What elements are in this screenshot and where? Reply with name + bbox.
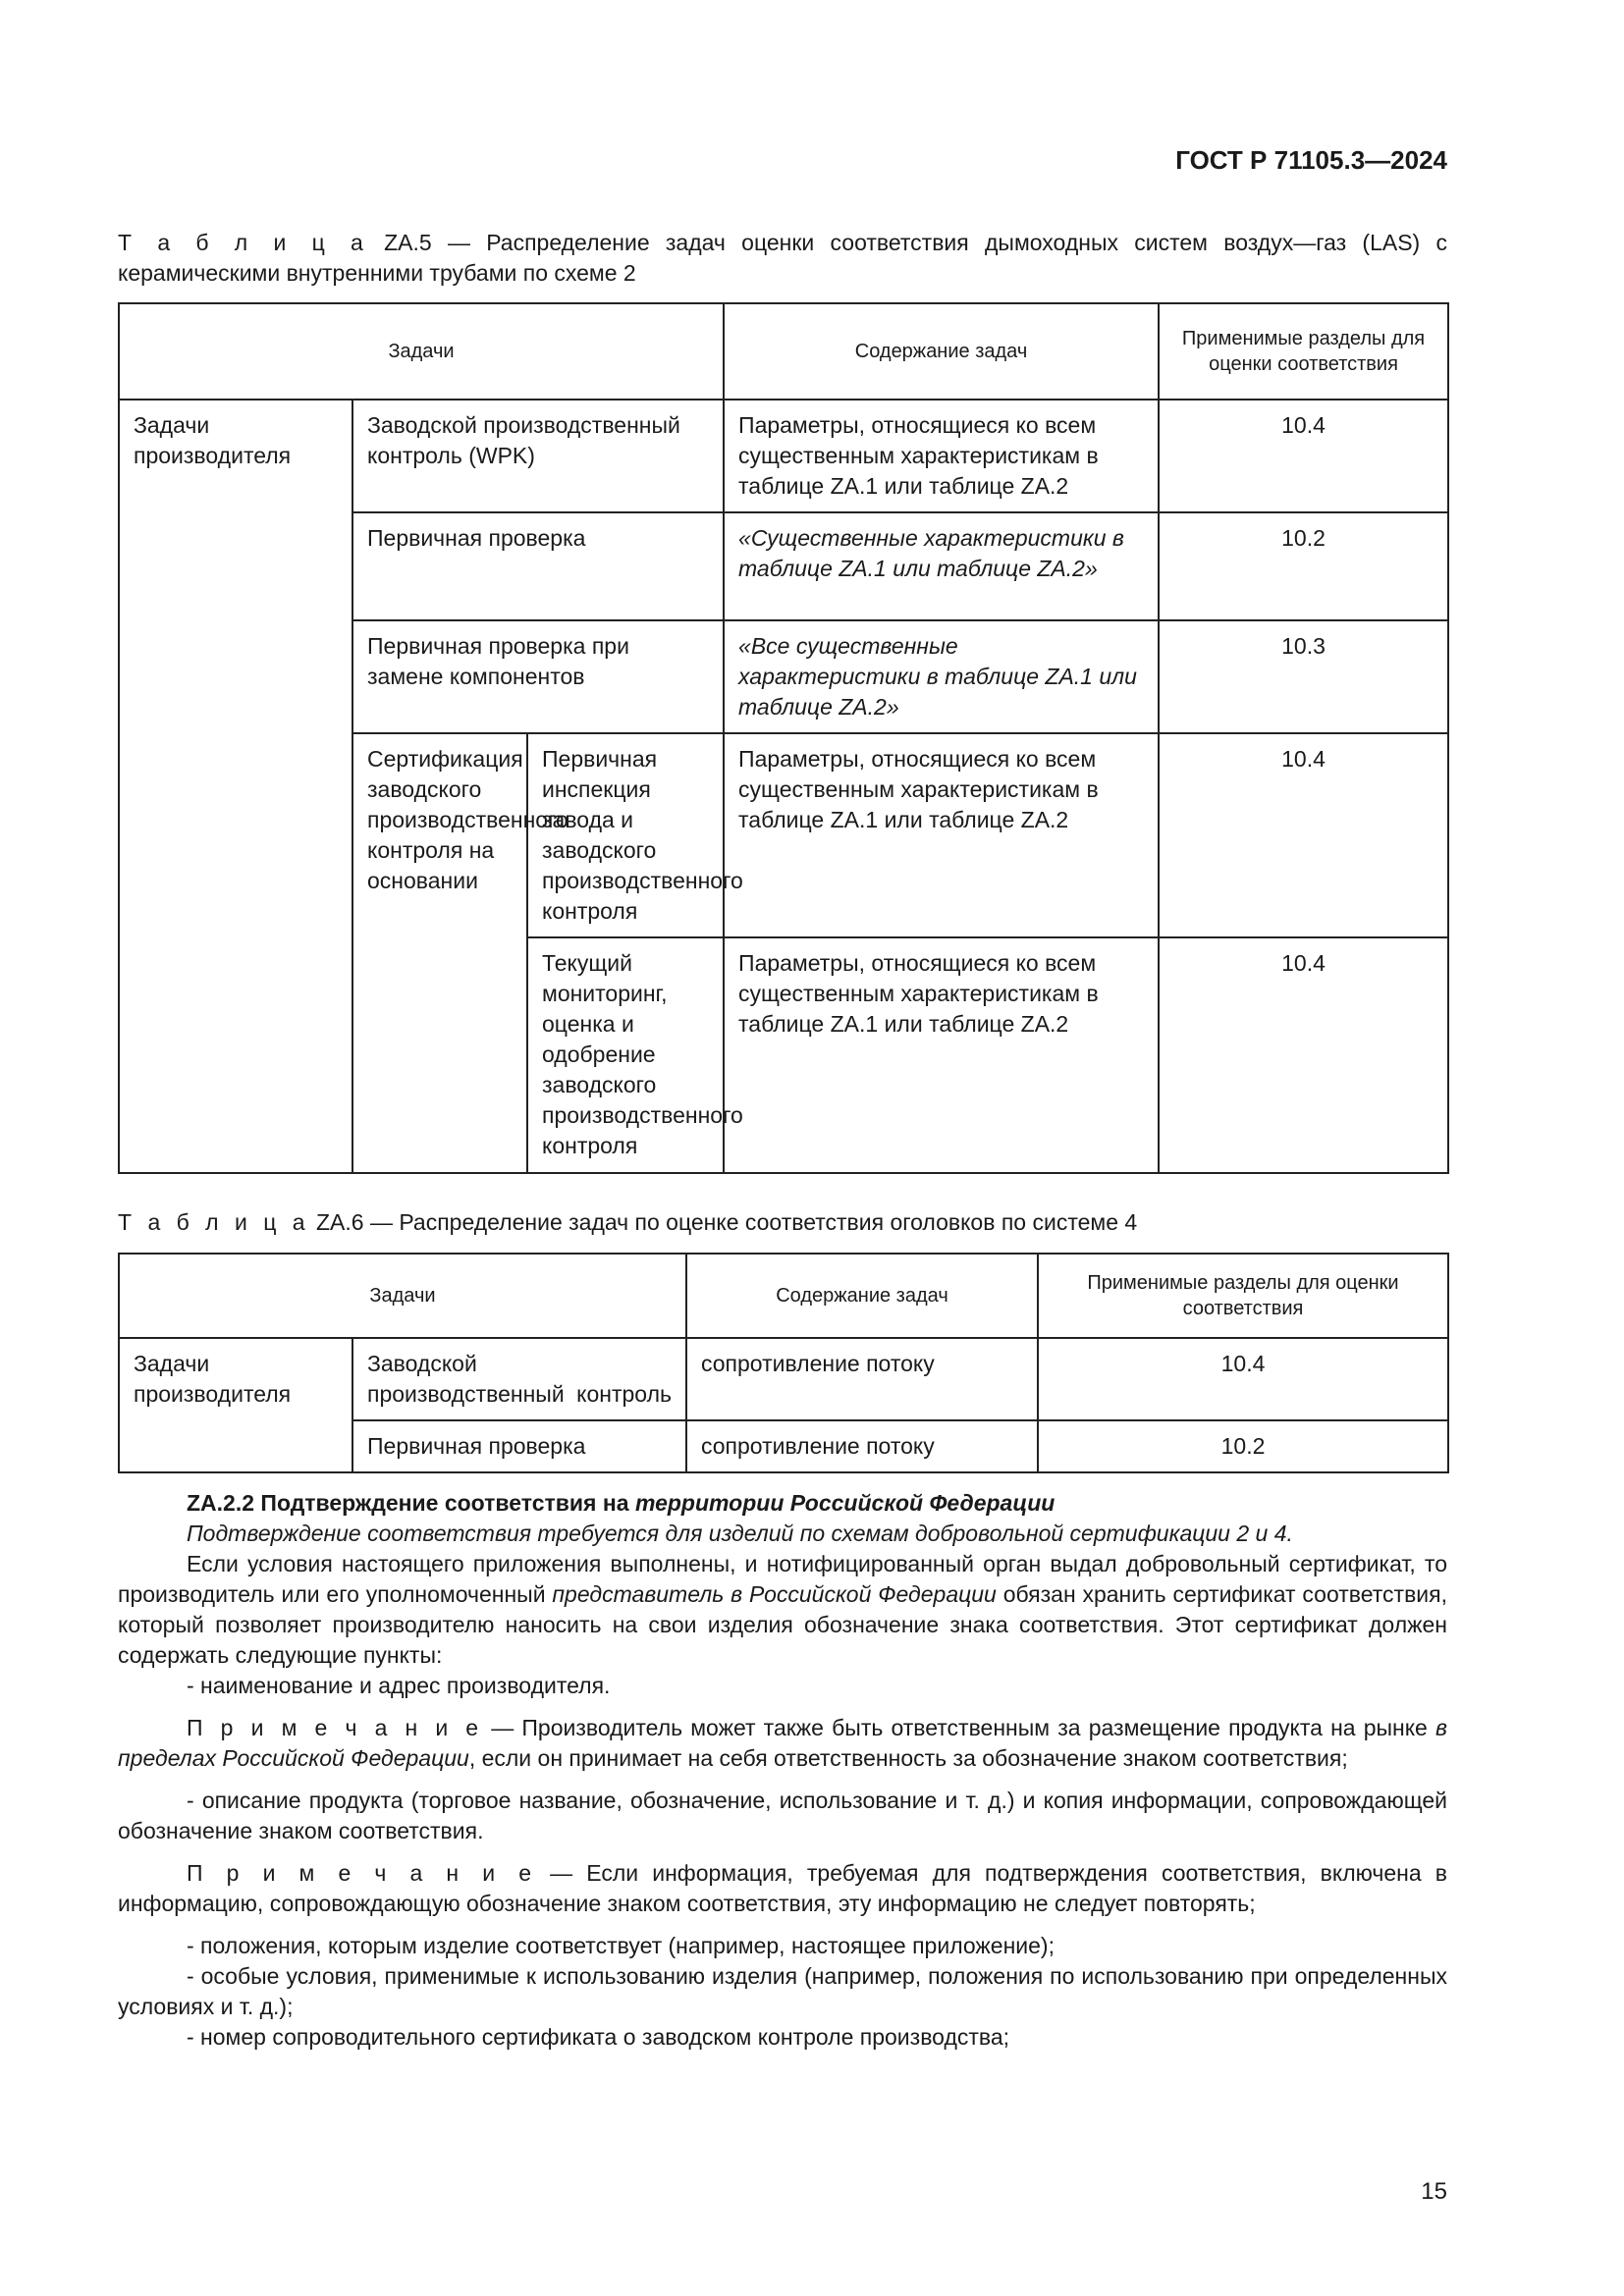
cell-monitoring-section: 10.4 bbox=[1159, 937, 1448, 1173]
section-heading-bold: ZA.2.2 Подтверждение соответствия на bbox=[187, 1490, 635, 1516]
note-label: П р и м е ч а н и е bbox=[187, 1860, 536, 1886]
header-sections: Применимые разделы для оценки соответствия bbox=[1038, 1254, 1448, 1338]
table-za5-caption bbox=[118, 228, 1447, 289]
cell-initial-check: Первичная проверка bbox=[352, 1420, 686, 1472]
list-item-1: - наименование и адрес производителя. bbox=[187, 1673, 611, 1698]
cell-maker-tasks: Задачи производителя bbox=[119, 400, 352, 1173]
list-item-2: - описание продукта (торговое название, обозначение, использование и т. д.) и копия информации, сопровождающей обозначение знаком соответствия. bbox=[118, 1788, 1447, 1843]
section-za-2-2 bbox=[118, 1488, 1447, 2053]
paragraph-1: Подтверждение соответствия требуется для изделий по схемам добровольной сертификации 2 и 4. bbox=[187, 1521, 1293, 1546]
table-za6 bbox=[118, 1253, 1449, 1473]
table-caption-text: ZA.6 — Распределение задач по оценке соответствия оголовков по системе 4 bbox=[309, 1209, 1138, 1235]
cell-fpc: Заводской производственный контроль bbox=[352, 1338, 686, 1420]
cell-wpk-section: 10.4 bbox=[1159, 400, 1448, 512]
cell-inspection-content: Параметры, относящиеся ко всем существенным характеристикам в таблице ZA.1 или таблице ZA.2 bbox=[724, 733, 1159, 937]
table-caption-text: ZA.5 — Распределение задач оценки соответствия дымоходных систем воздух—газ (LAS) с керамическими внутренними трубами по схеме 2 bbox=[118, 230, 1447, 286]
note-1: П р и м е ч а н и е — Производитель может также быть ответственным за размещение продукта на рынке в пределах Российской Федерации, если он принимает на себя ответственность за обозначение знаком соответствия; bbox=[118, 1715, 1447, 1771]
section-heading-italic: территории Российской Федерации bbox=[634, 1490, 1056, 1516]
note-label: П р и м е ч а н и е bbox=[187, 1715, 484, 1740]
cell-wpk: Заводской производственный контроль (WPK) bbox=[352, 400, 724, 512]
header-tasks: Задачи bbox=[119, 303, 724, 400]
cell-maker-tasks: Задачи производителя bbox=[119, 1338, 352, 1472]
section-heading bbox=[118, 1488, 1447, 1519]
list-item-5: - номер сопроводительного сертификата о заводском контроле производства; bbox=[187, 2024, 1010, 2050]
cell-fpc-section: 10.4 bbox=[1038, 1338, 1448, 1420]
cell-initial-section: 10.2 bbox=[1038, 1420, 1448, 1472]
table-za6-caption bbox=[118, 1207, 1447, 1238]
cell-inspection-section: 10.4 bbox=[1159, 733, 1448, 937]
paragraph-2: Если условия настоящего приложения выполнены, и нотифицированный орган выдал добровольный сертификат, то производитель или его уполномоченный представитель в Российской Федерации обязан хранить сертификат соответствия, который позволяет производителю наносить на свои изделия обозначение знака соответствия. Этот сертификат должен содержать следующие пункты: bbox=[118, 1551, 1447, 1668]
cell-initial-inspection: Первичная инспекция завода и заводского производственного контроля bbox=[527, 733, 724, 937]
document-id: ГОСТ Р 71105.3—2024 bbox=[1175, 145, 1447, 175]
list-item-3: - положения, которым изделие соответствует (например, настоящее приложение); bbox=[187, 1933, 1055, 1958]
header-tasks: Задачи bbox=[119, 1254, 686, 1338]
cell-wpk-content: Параметры, относящиеся ко всем существенным характеристикам в таблице ZA.1 или таблице ZA.2 bbox=[724, 400, 1159, 512]
cell-fpc-content: сопротивление потоку bbox=[686, 1338, 1038, 1420]
page-number: 15 bbox=[1421, 2178, 1447, 2205]
cell-initial-section: 10.2 bbox=[1159, 512, 1448, 620]
note-2: П р и м е ч а н и е — Если информация, требуемая для подтверждения соответствия, включена в информацию, сопровождающую обозначение знаком соответствия, эту информацию не следует повторять; bbox=[118, 1860, 1447, 1916]
cell-replace-section: 10.3 bbox=[1159, 620, 1448, 733]
table-label: Т а б л и ц а bbox=[118, 230, 368, 255]
header-sections: Применимые разделы для оценки соответствия bbox=[1159, 303, 1448, 400]
cell-monitoring-content: Параметры, относящиеся ко всем существенным характеристикам в таблице ZA.1 или таблице ZA.2 bbox=[724, 937, 1159, 1173]
cell-certification: Сертификация заводского производственного контроля на основании bbox=[352, 733, 527, 1173]
header-content: Содержание задач bbox=[724, 303, 1159, 400]
table-label: Т а б л и ц а bbox=[118, 1209, 310, 1235]
table-za5 bbox=[118, 302, 1449, 1174]
list-item-4: - особые условия, применимые к использованию изделия (например, положения по использованию при определенных условиях и т. д.); bbox=[118, 1963, 1447, 2019]
cell-initial-check: Первичная проверка bbox=[352, 512, 724, 620]
cell-monitoring: Текущий мониторинг, оценка и одобрение заводского производственного контроля bbox=[527, 937, 724, 1173]
cell-replace-content: «Все существенные характеристики в таблице ZA.1 или таблице ZA.2» bbox=[724, 620, 1159, 733]
cell-replace-check: Первичная проверка при замене компонентов bbox=[352, 620, 724, 733]
header-content: Содержание задач bbox=[686, 1254, 1038, 1338]
cell-initial-content: «Существенные характеристики в таблице ZA.1 или таблице ZA.2» bbox=[724, 512, 1159, 620]
cell-initial-content: сопротивление потоку bbox=[686, 1420, 1038, 1472]
